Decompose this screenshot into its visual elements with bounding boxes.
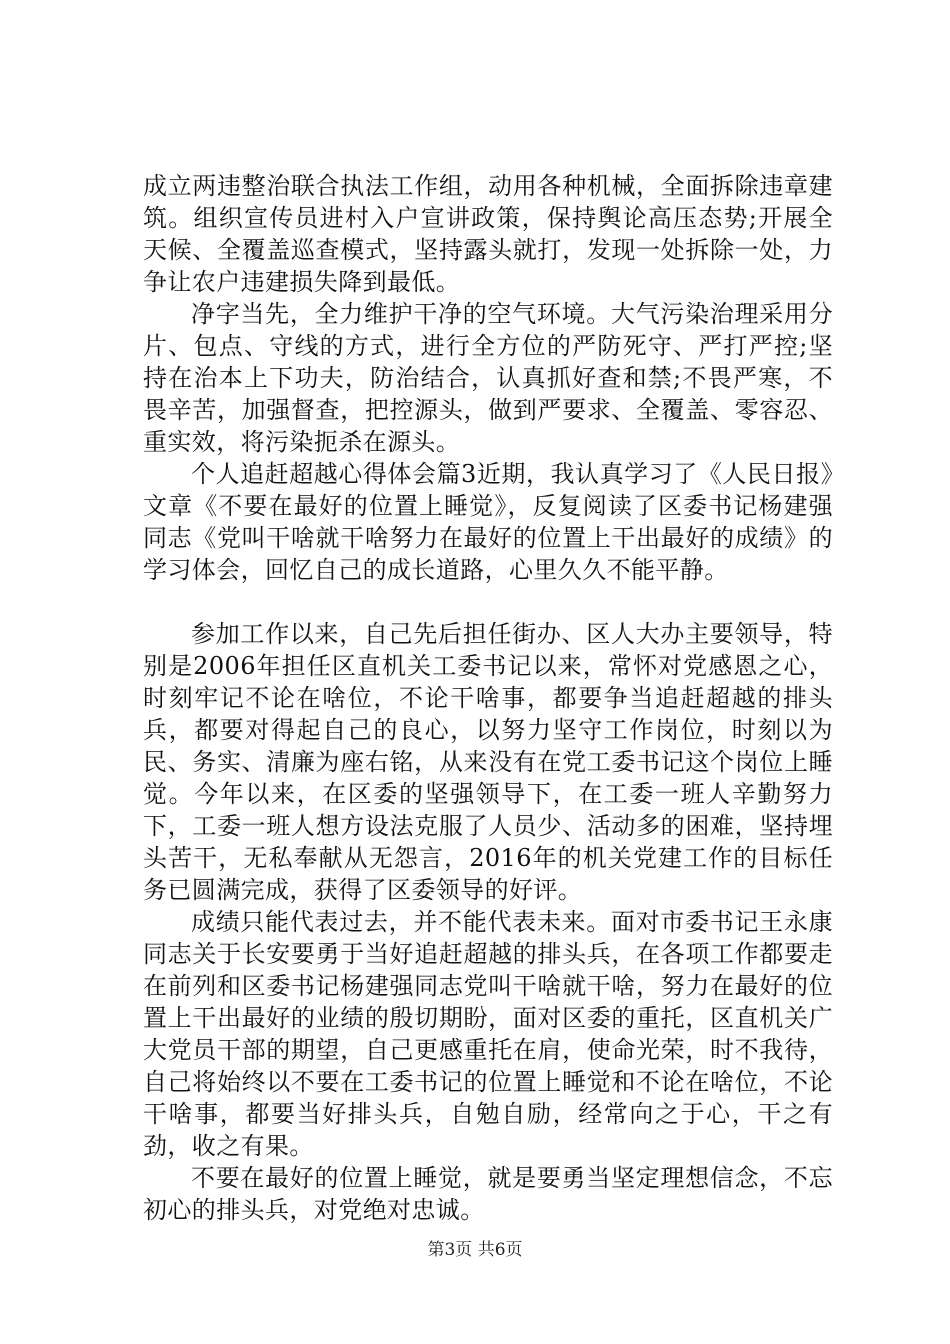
paragraph-work-history: 参加工作以来，自己先后担任街办、区人大办主要领导，特别是2006年担任区直机关工委书记以来，常怀对党感恩之心，时刻牢记不论在啥位，不论干啥事，都要争当追赶超越的排头兵，都要对得起自己的良心，以努力坚守工作岗位，时刻以为民、务实、清廉为座右铭，从来没有在党工委书记这个岗位上睡觉。今年以来，在区委的坚强领导下，在工委一班人辛勤努力下，工委一班人想方设法克服了人员少、活动多的困难，坚持埋头苦干，无私奉献从无怨言，2016年的机关党建工作的目标任务已圆满完成，获得了区委领导的好评。 [143,620,833,904]
paragraph-article-3-intro: 个人追赶超越心得体会篇3近期，我认真学习了《人民日报》文章《不要在最好的位置上睡觉》，反复阅读了区委书记杨建强同志《党叫干啥就干啥努力在最好的位置上干出最好的成绩》的学习体会，回忆自己的成长道路，心里久久不能平静。 [143,460,833,584]
paragraph-continuation: 成立两违整治联合执法工作组，动用各种机械，全面拆除违章建筑。组织宣传员进村入户宣讲政策，保持舆论高压态势;开展全天候、全覆盖巡查模式，坚持露头就打，发现一处拆除一处，力争让农户违建损失降到最低。 [143,172,833,296]
page-number-footer: 第3页 共6页 [427,1240,523,1260]
paragraph-achievements: 成绩只能代表过去，并不能代表未来。面对市委书记王永康同志关于长安要勇于当好追赶超越的排头兵，在各项工作都要走在前列和区委书记杨建强同志党叫干啥就干啥，努力在最好的位置上干出最好的业绩的殷切期盼，面对区委的重托，区直机关广大党员干部的期望，自己更感重托在肩，使命光荣，时不我待，自己将始终以不要在工委书记的位置上睡觉和不论在啥位，不论干啥事，都要当好排头兵，自勉自励，经常向之于心，干之有劲，收之有果。 [143,908,833,1160]
paragraph-clean-air: 净字当先，全力维护干净的空气环境。大气污染治理采用分片、包点、守线的方式，进行全方位的严防死守、严打严控;坚持在治本上下功夫，防治结合，认真抓好查和禁;不畏严寒，不畏辛苦，加强督查，把控源头，做到严要求、全覆盖、零容忍、重实效，将污染扼杀在源头。 [143,300,833,456]
paragraph-conclusion: 不要在最好的位置上睡觉，就是要勇当坚定理想信念，不忘初心的排头兵，对党绝对忠诚。 [143,1164,833,1224]
document-body [143,170,833,1226]
